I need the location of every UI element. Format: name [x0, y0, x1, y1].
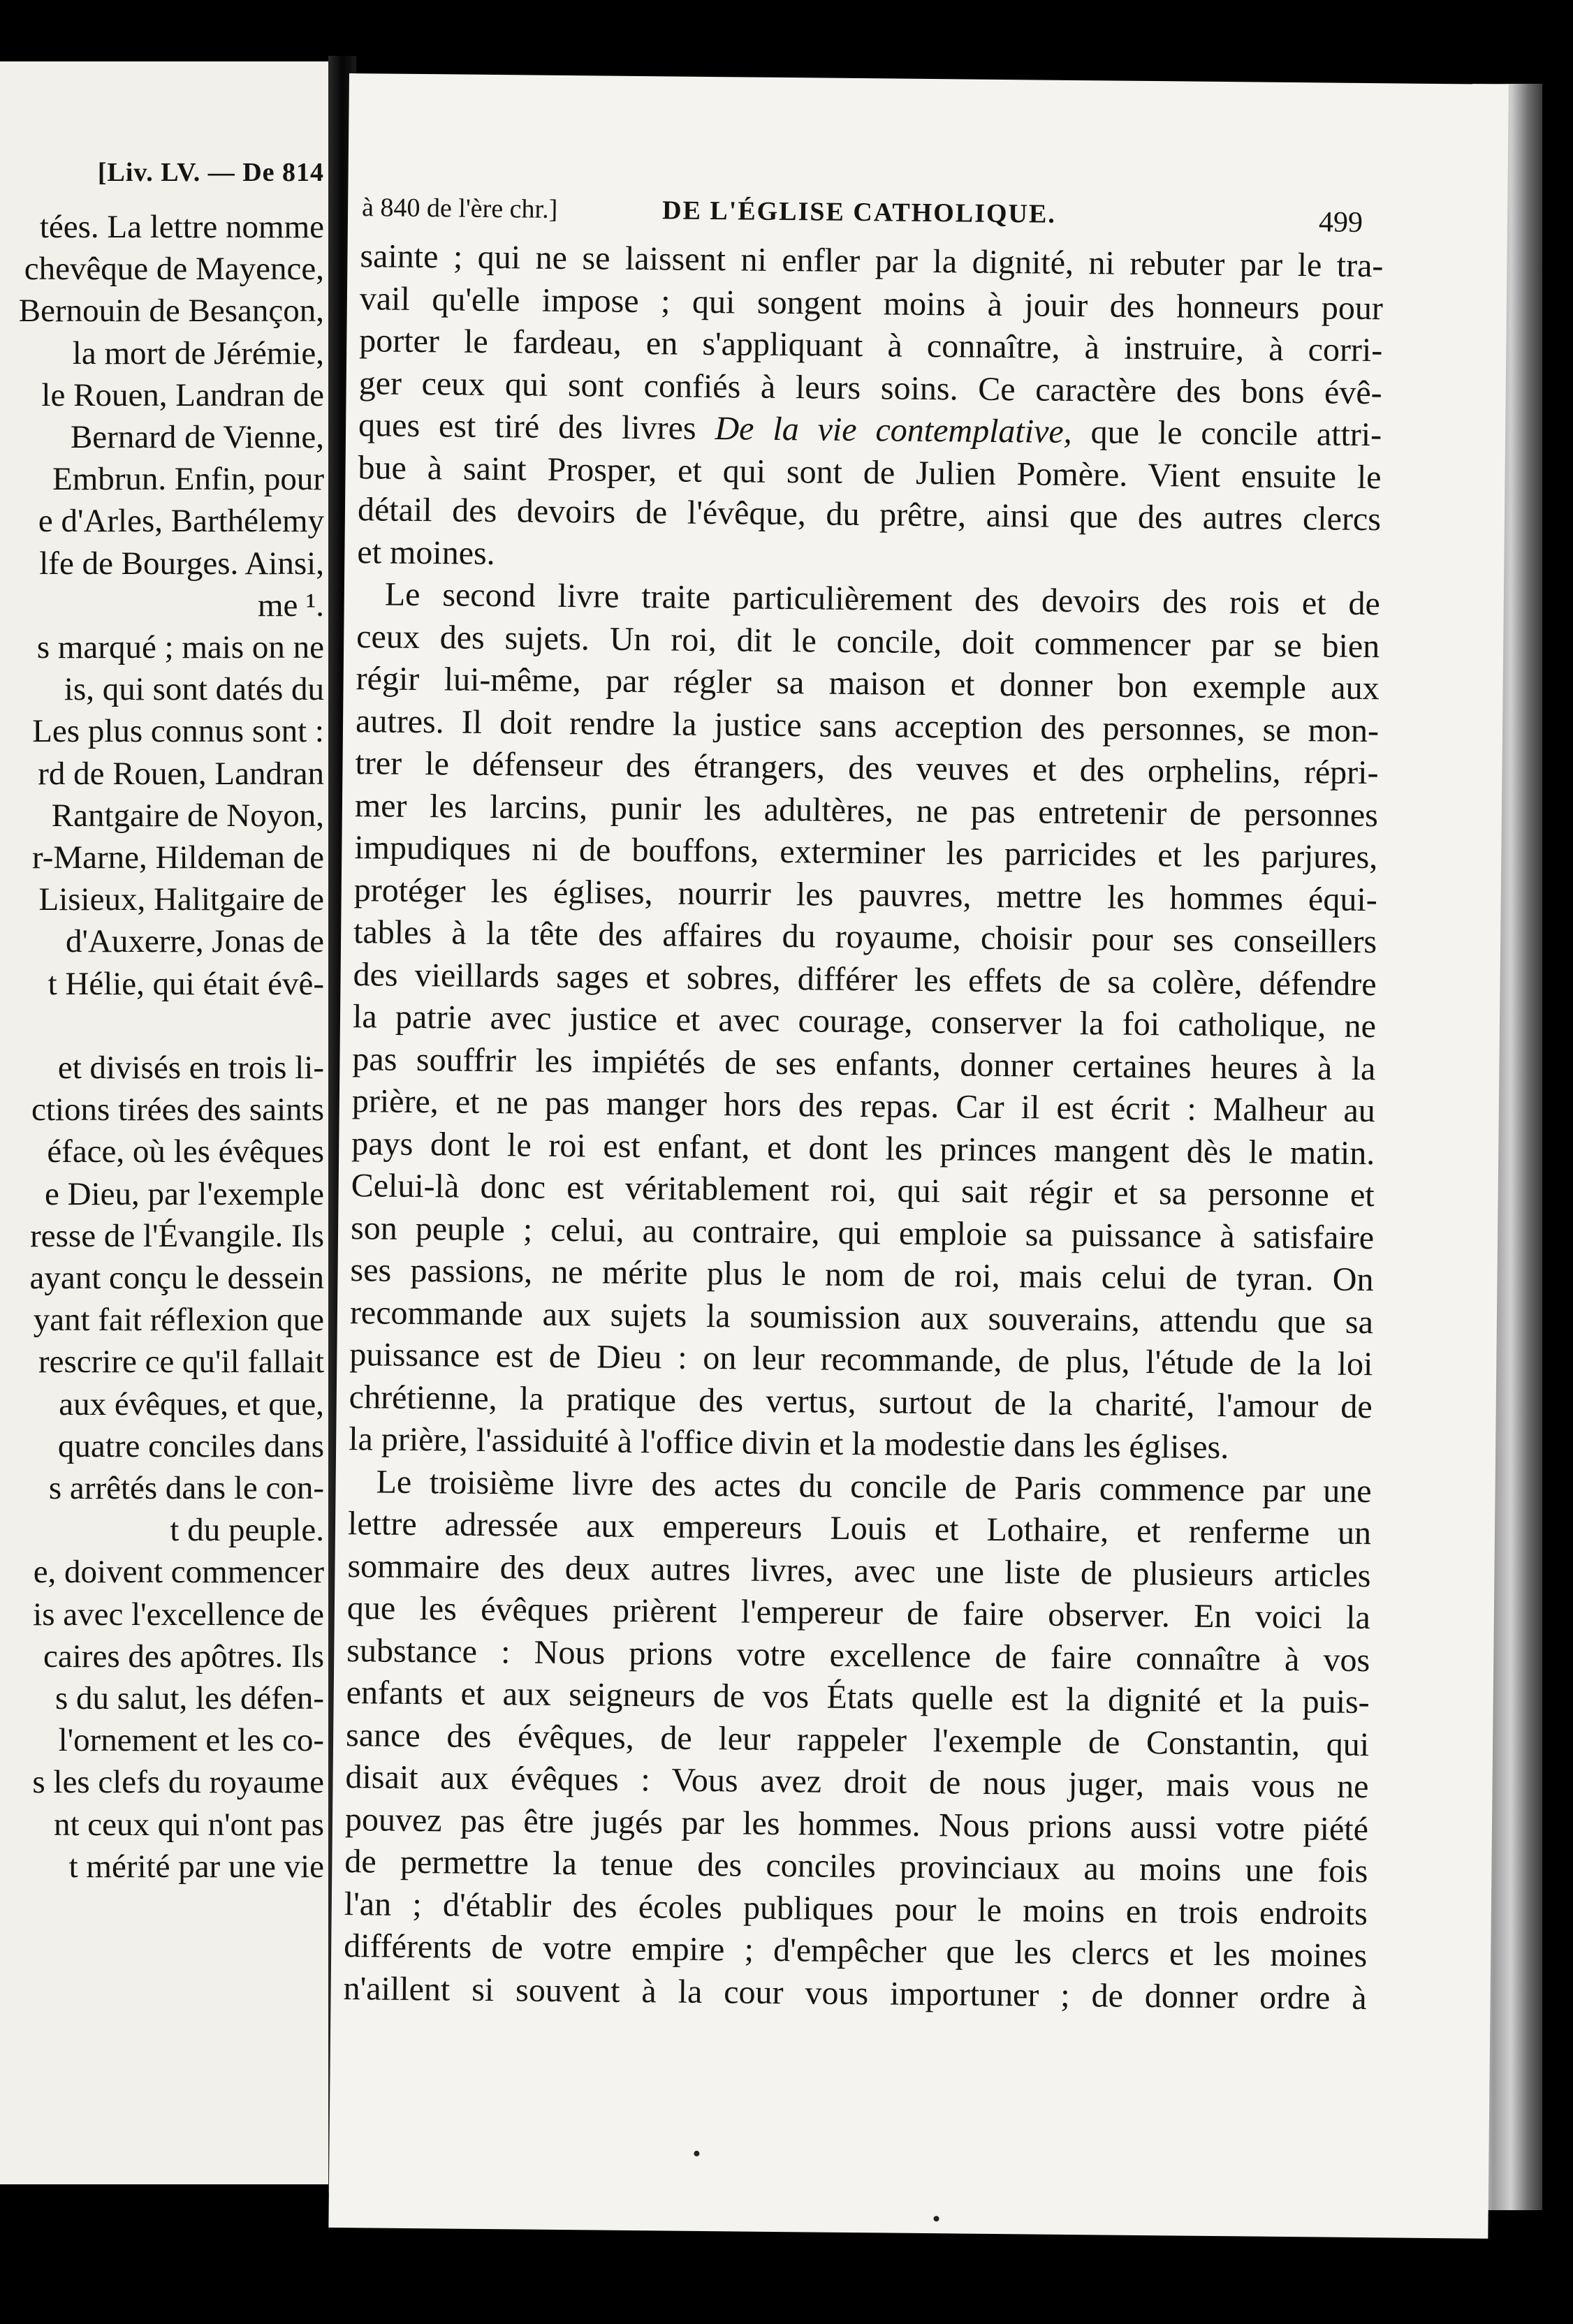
left-text-line: e, doivent commencer — [33, 1554, 324, 1591]
left-text-line: me ¹. — [257, 587, 324, 624]
book-title: De la vie contemplative, — [715, 410, 1072, 450]
text-line: bue à saint Prosper, et qui sont de Julien Pomère. Vient ensuite le — [358, 448, 1382, 496]
left-text-line: Bernard de Vienne, — [70, 419, 324, 455]
running-head — [362, 192, 1382, 244]
text-line: la patrie avec justice et avec courage, conserver la foi catholique, ne — [352, 998, 1377, 1045]
text-line: enfants et aux seigneurs de vos États quelle est la dignité et la puis- — [346, 1674, 1370, 1721]
left-text-line: Les plus connus sont : — [32, 713, 324, 750]
text-line: pas souffrir les impiétés de ses enfants, donner certaines heures à la — [352, 1040, 1376, 1087]
left-text-line: caires des apôtres. Ils — [43, 1638, 324, 1675]
left-text-line: Bernouin de Besançon, — [18, 293, 324, 330]
text-line: sainte ; qui ne se laissent ni enfler par la dignité, ni rebuter par le tra- — [360, 237, 1384, 285]
left-text-line: resse de l'Évangile. Ils — [30, 1217, 324, 1254]
paragraph-start: Le second livre traite particulièrement des devoirs des rois et de — [384, 575, 1381, 623]
left-text-line: l'ornement et les co- — [58, 1722, 324, 1759]
left-text-line: t mérité par une vie — [68, 1848, 324, 1885]
text-line: impudiques ni de bouffons, exterminer les parricides et les parjures, — [354, 829, 1378, 876]
text-line: ses passions, ne mérite plus le nom de roi, mais celui de tyran. On — [350, 1251, 1374, 1299]
left-text-line: et divisés en trois li- — [57, 1050, 324, 1086]
paragraph-start: Le troisième livre des actes du concile de Paris commence par une — [376, 1462, 1372, 1510]
text-line: ger ceux qui sont confiés à leurs soins. Ce caractère des bons évê- — [358, 364, 1382, 411]
right-page — [328, 73, 1509, 2239]
left-text-line: le Rouen, Landran de — [41, 376, 324, 413]
left-text-line: rd de Rouen, Landran — [38, 755, 324, 792]
running-head-left: à 840 de l'ère chr.] — [361, 193, 558, 224]
text-line: n'aillent si souvent à la cour vous importuner ; de donner ordre à — [343, 1969, 1367, 2017]
left-text-line: nt ceux qui n'ont pas — [53, 1806, 324, 1843]
left-text-line: Rantgaire de Noyon, — [51, 797, 324, 834]
left-text-line: quatre conciles dans — [57, 1427, 324, 1464]
left-text-line: Embrun. Enfin, pour — [52, 461, 324, 498]
text-line: ceux des sujets. Un roi, dit le concile, doit commencer par se bien — [356, 617, 1380, 665]
text-line: l'an ; d'établir des écoles publiques pour le moins en trois endroits — [344, 1885, 1368, 1932]
text-line: protéger les églises, nourrir les pauvres, mettre les hommes équi- — [353, 871, 1377, 918]
left-text-line: tées. La lettre nomme — [39, 209, 324, 245]
left-text-line: s marqué ; mais on ne — [36, 629, 324, 665]
left-text-line: t du peuple. — [170, 1512, 324, 1549]
running-head-title: DE L'ÉGLISE CATHOLIQUE. — [661, 196, 1057, 229]
text-line: différents de votre empire ; d'empêcher que les clercs et les moines — [344, 1927, 1368, 1975]
text-line: porter le fardeau, en s'appliquant à connaître, à instruire, à corri- — [359, 322, 1383, 369]
text-line: son peuple ; celui, au contraire, qui emploie sa puissance à satisfaire — [350, 1209, 1375, 1256]
text-line: puissance est de Dieu : on leur recommande, de plus, l'étude de la loi — [349, 1336, 1373, 1383]
left-text-line: is, qui sont datés du — [64, 671, 324, 708]
left-text-line: rescrire ce qu'il fallait — [38, 1344, 324, 1381]
ink-speck — [934, 2216, 939, 2221]
left-text-line: lfe de Bourges. Ainsi, — [39, 545, 324, 582]
text-line: pays dont le roi est enfant, et dont les princes mangent dès le matin. — [351, 1124, 1375, 1172]
text-line: tables à la tête des affaires du royaume, choisir pour ses conseillers — [353, 913, 1377, 961]
text-line: autres. Il doit rendre la justice sans acception des personnes, se mon- — [355, 702, 1380, 749]
left-text-line: ayant conçu le dessein — [29, 1260, 324, 1296]
left-running-head: [Liv. LV. — De 814 — [97, 158, 324, 187]
text-line: mer les larcins, punir les adultères, ne pas entretenir de personnes — [354, 786, 1379, 834]
text-line: sance des évêques, de leur rappeler l'exemple de Constantin, qui — [345, 1716, 1370, 1763]
left-text-line: yant fait réflexion que — [33, 1302, 324, 1339]
left-text-line: Lisieux, Halitgaire de — [38, 881, 324, 918]
text-fragment: que le concile attri- — [1090, 413, 1382, 454]
left-text-line: ctions tirées des saints — [31, 1091, 324, 1128]
left-text-line: e Dieu, par l'exemple — [45, 1175, 324, 1212]
text-line: la prière, l'assiduité à l'office divin et la modestie dans les églises. — [348, 1420, 1229, 1466]
text-line: pouvez pas être jugés par les hommes. Nous prions aussi votre piété — [344, 1800, 1369, 1848]
text-line: Celui-là donc est véritablement roi, qui sait régir et sa personne et — [351, 1167, 1375, 1214]
left-text-line: chevêque de Mayence, — [24, 251, 324, 288]
text-line: sommaire des deux autres livres, avec une liste de plusieurs articles — [347, 1547, 1371, 1594]
text-line: chrétienne, la pratique des vertus, surtout de la charité, l'amour de — [349, 1378, 1373, 1425]
text-line: lettre adressée aux empereurs Louis et Lothaire, et renferme un — [347, 1505, 1372, 1552]
left-text-line: s arrêtés dans le con- — [48, 1470, 324, 1506]
text-line: régir lui-même, par régler sa maison et donner bon exemple aux — [356, 660, 1380, 707]
text-line: prière, et ne pas manger hors des repas. Car il est écrit : Malheur au — [351, 1082, 1376, 1130]
text-line: disait aux évêques : Vous avez droit de nous juger, mais vous ne — [345, 1758, 1369, 1806]
text-line: substance : Nous prions votre excellence de faire connaître à vos — [346, 1631, 1370, 1679]
text-line: détail des devoirs de l'évêque, du prêtre, ainsi que des autres clercs — [357, 491, 1382, 538]
text-line: des vieillards sages et sobres, différer les effets de sa colère, défendre — [353, 955, 1377, 1003]
text-line: recommande aux sujets la soumission aux souverains, attendu que sa — [349, 1293, 1374, 1341]
left-text-line: aux évêques, et que, — [59, 1385, 324, 1422]
text-line: vail qu'elle impose ; qui songent moins à jouir des honneurs pour — [359, 279, 1384, 327]
ink-speck — [694, 2151, 699, 2156]
body-text — [343, 235, 1383, 2020]
page-number: 499 — [1318, 206, 1363, 239]
left-page-fragment — [0, 61, 334, 2184]
left-text-line: éface, où les évêques — [47, 1133, 324, 1170]
text-line: et moines. — [357, 533, 495, 572]
text-line: de permettre la tenue des conciles provinciaux au moins une fois — [344, 1843, 1368, 1890]
left-text-line: la mort de Jérémie, — [72, 334, 324, 372]
left-text-line: d'Auxerre, Jonas de — [66, 923, 324, 960]
left-text-line: s du salut, les défen- — [54, 1680, 324, 1716]
text-line: trer le défenseur des étrangers, des veuves et des orphelins, répri- — [355, 744, 1379, 792]
left-text-line: s les clefs du royaume — [32, 1764, 324, 1801]
text-fragment: ques est tiré des livres — [358, 406, 696, 447]
left-text-line: is avec l'excellence de — [33, 1596, 324, 1633]
left-text-line: t Hélie, qui était évê- — [47, 965, 324, 1002]
left-text-line: e d'Arles, Barthélemy — [38, 503, 324, 540]
text-line: que les évêques prièrent l'empereur de faire observer. En voici la — [346, 1589, 1371, 1637]
left-text-line: r-Marne, Hildeman de — [32, 839, 324, 876]
